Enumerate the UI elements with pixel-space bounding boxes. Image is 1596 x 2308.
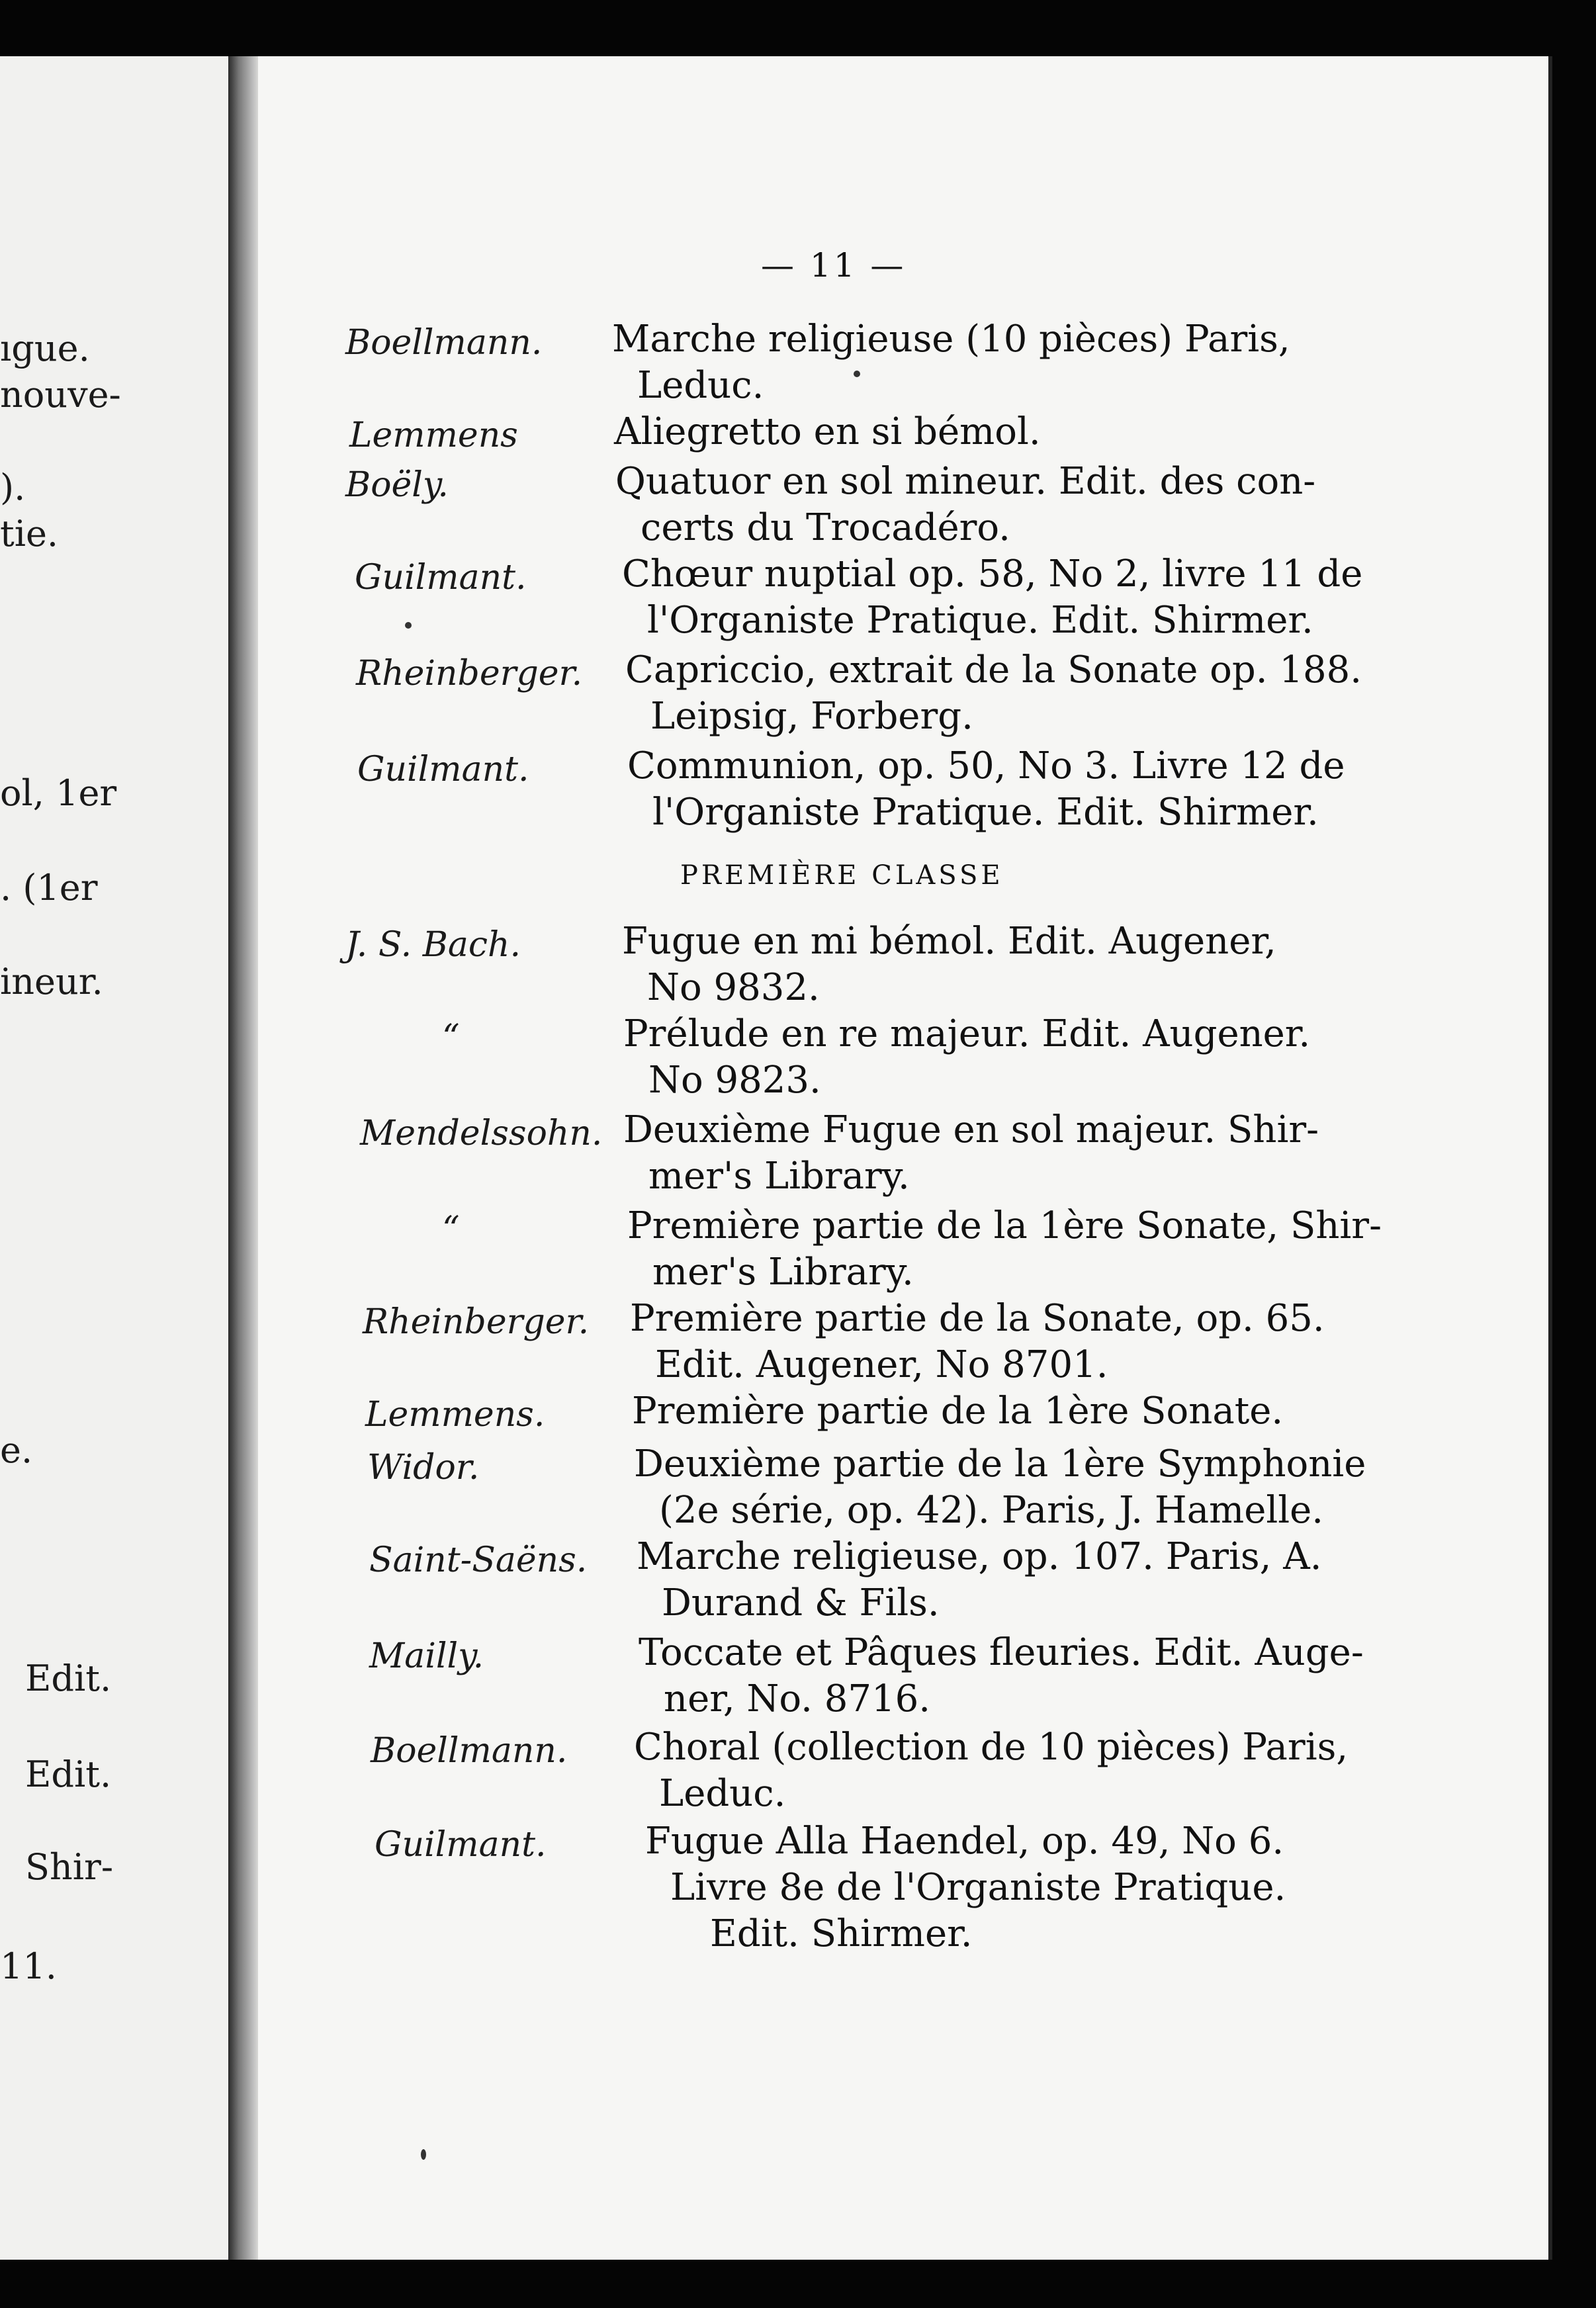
left-fragment: 11. <box>0 1945 57 1987</box>
left-fragment: ol, 1er <box>0 772 117 814</box>
left-fragment: ineur. <box>0 961 103 1002</box>
left-fragment: ıgue. <box>0 328 90 369</box>
work-description: Chœur nuptial op. 58, No 2, livre 11 de <box>622 553 1363 596</box>
composer-name: Guilmant. <box>375 1825 547 1865</box>
composer-name: Boëly. <box>345 465 449 505</box>
page-gutter <box>228 56 258 2260</box>
work-description: Deuxième partie de la 1ère Symphonie <box>634 1442 1366 1486</box>
left-fragment: Edit. <box>25 1753 112 1795</box>
work-description: certs du Trocadéro. <box>641 506 1010 549</box>
left-fragment: . (1er <box>0 867 98 909</box>
page-number: — 11 — <box>761 246 907 285</box>
composer-name: Lemmens. <box>365 1395 545 1435</box>
composer-name: Guilmant. <box>357 750 529 789</box>
work-description: ner, No. 8716. <box>664 1677 931 1720</box>
left-fragment: ). <box>0 466 26 508</box>
work-description: No 9832. <box>647 966 820 1009</box>
previous-page-edge <box>0 56 228 2260</box>
composer-name: “ <box>442 1210 460 1249</box>
composer-name: Guilmant. <box>355 558 527 598</box>
work-description: Leipsig, Forberg. <box>650 695 973 738</box>
work-description: Durand & Fils. <box>662 1581 940 1624</box>
composer-name: Mendelssohn. <box>360 1114 603 1153</box>
composer-name: Rheinberger. <box>356 654 583 693</box>
work-description: Quatuor en sol mineur. Edit. des con- <box>615 460 1316 503</box>
left-fragment: nouve- <box>0 374 121 416</box>
work-description: Fugue Alla Haendel, op. 49, No 6. <box>645 1820 1284 1863</box>
speck <box>405 622 412 629</box>
work-description: Toccate et Pâques fleuries. Edit. Auge- <box>639 1631 1364 1674</box>
composer-name: Boellmann. <box>345 323 543 363</box>
left-fragment: Shir- <box>25 1846 114 1888</box>
composer-name: Rheinberger. <box>363 1302 590 1342</box>
composer-name: Mailly. <box>369 1636 484 1676</box>
work-description: mer's Library. <box>648 1155 910 1198</box>
left-fragment: tie. <box>0 513 59 555</box>
work-description: Fugue en mi bémol. Edit. Augener, <box>622 920 1276 963</box>
work-description: Leduc. <box>637 364 764 407</box>
work-description: l'Organiste Pratique. Edit. Shirmer. <box>647 599 1313 642</box>
left-fragment: e. <box>0 1429 33 1471</box>
work-description: Première partie de la Sonate, op. 65. <box>630 1297 1325 1340</box>
work-description: Marche religieuse, op. 107. Paris, A. <box>637 1535 1322 1578</box>
left-fragment: Edit. <box>25 1658 112 1699</box>
work-description: (2e série, op. 42). Paris, J. Hamelle. <box>659 1489 1324 1532</box>
composer-name: Widor. <box>367 1448 480 1487</box>
work-description: Prélude en re majeur. Edit. Augener. <box>623 1012 1311 1055</box>
work-description: Marche religieuse (10 pièces) Paris, <box>612 318 1290 361</box>
work-description: Première partie de la 1ère Sonate, Shir- <box>627 1204 1382 1247</box>
work-description: Première partie de la 1ère Sonate. <box>632 1390 1284 1433</box>
section-heading: PREMIÈRE CLASSE <box>680 860 1004 891</box>
work-description: Aliegretto en si bémol. <box>614 410 1041 453</box>
work-description: Livre 8e de l'Organiste Pratique. <box>670 1866 1286 1909</box>
composer-name: “ <box>442 1018 460 1057</box>
speck <box>854 371 860 377</box>
composer-name: Boellmann. <box>371 1731 568 1771</box>
work-description: Leduc. <box>659 1772 786 1815</box>
work-description: No 9823. <box>648 1059 821 1102</box>
speck <box>421 2149 426 2160</box>
work-description: Deuxième Fugue en sol majeur. Shir- <box>623 1108 1319 1151</box>
work-description: Communion, op. 50, No 3. Livre 12 de <box>627 744 1345 787</box>
composer-name: Saint-Saëns. <box>369 1540 588 1580</box>
composer-name: J. S. Bach. <box>345 925 521 965</box>
work-description: Edit. Augener, No 8701. <box>655 1343 1108 1386</box>
work-description: Capriccio, extrait de la Sonate op. 188. <box>625 648 1362 691</box>
composer-name: Lemmens <box>349 416 518 455</box>
work-description: l'Organiste Pratique. Edit. Shirmer. <box>652 791 1319 834</box>
work-description: Edit. Shirmer. <box>710 1912 973 1955</box>
work-description: Choral (collection de 10 pièces) Paris, <box>634 1726 1349 1769</box>
work-description: mer's Library. <box>652 1251 914 1294</box>
